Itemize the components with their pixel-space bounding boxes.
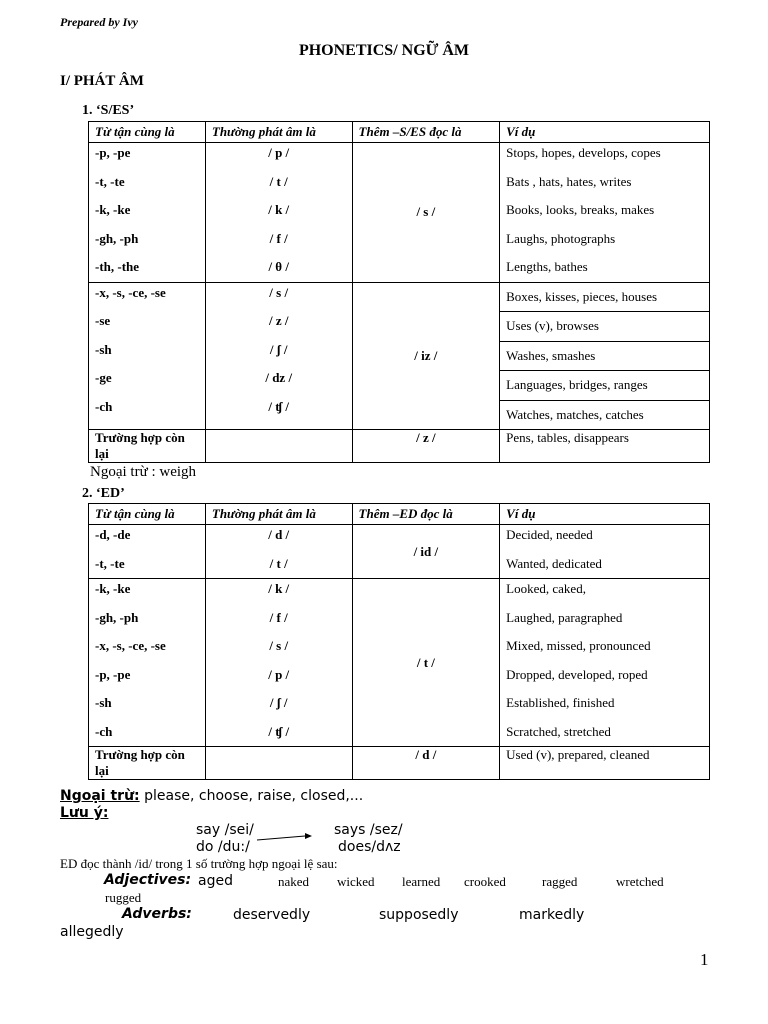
ed-exception <box>60 788 363 804</box>
say-text: say /sei/ <box>196 822 254 838</box>
ed-table <box>88 503 710 780</box>
ending: -sh <box>95 695 112 710</box>
example: Lengths, bathes <box>506 259 588 274</box>
adjective-word: naked <box>278 874 310 889</box>
adjective-word: learned <box>402 874 441 889</box>
example: Laughed, paragraphed <box>506 609 623 625</box>
empty-cell <box>205 747 352 780</box>
part1-heading: 1. ‘S/ES’ <box>82 103 135 118</box>
reading-cell: / d / <box>352 747 500 780</box>
sound: / t / <box>269 555 288 571</box>
example: Established, finished <box>506 695 615 710</box>
col-header: Từ tận cùng là <box>89 504 206 525</box>
reading-cell: / s / <box>352 143 500 283</box>
example: Stops, hopes, develops, copes <box>506 145 661 160</box>
ending: -t, -te <box>95 173 125 189</box>
adjective-word: wicked <box>337 874 375 889</box>
example: Boxes, kisses, pieces, houses <box>500 283 709 313</box>
col-header: Ví dụ <box>500 122 710 143</box>
examples-cell <box>500 579 710 747</box>
sounds-cell <box>205 282 352 430</box>
col-header: Thêm –ED đọc là <box>352 504 500 525</box>
s-es-table <box>88 121 710 463</box>
adverb-word: markedly <box>519 907 585 923</box>
example: Laughs, photographs <box>506 230 616 246</box>
examples-cell <box>500 143 710 283</box>
section-heading: I/ PHÁT ÂM <box>60 73 144 89</box>
prepared-by: Prepared by Ivy <box>60 15 138 29</box>
remaining-label: Trường hợp còn lại <box>89 747 206 780</box>
ending: -ch <box>95 398 113 414</box>
ending: -k, -ke <box>95 202 131 217</box>
does-text: does/dʌz <box>338 839 401 855</box>
example: Washes, smashes <box>500 342 709 372</box>
ending: -ge <box>95 370 112 385</box>
col-header: Ví dụ <box>500 504 710 525</box>
example: Decided, needed <box>506 527 593 542</box>
s-es-exception: Ngoại trừ : weigh <box>90 464 197 480</box>
sound: / s / <box>269 638 289 653</box>
example: Dropped, developed, roped <box>506 666 648 682</box>
example: Languages, bridges, ranges <box>500 371 709 401</box>
adjective-word: crooked <box>464 874 506 889</box>
ending: -se <box>95 313 111 328</box>
table-row <box>89 579 710 747</box>
sound: / k / <box>268 581 290 596</box>
reading-cell: / t / <box>352 579 500 747</box>
sound: / ʃ / <box>269 341 288 357</box>
sound: / θ / <box>268 259 289 274</box>
adverb-word: deservedly <box>233 907 311 923</box>
empty-cell <box>205 430 352 463</box>
example: Looked, caked, <box>506 581 586 596</box>
sound: / t / <box>269 173 288 189</box>
table-row <box>89 282 710 430</box>
part2-heading: 2. ‘ED’ <box>82 486 125 501</box>
adjectives-label: Adjectives: <box>104 872 192 888</box>
exception-text: please, choose, raise, closed,... <box>144 788 364 804</box>
example: Bats , hats, hates, writes <box>506 173 632 189</box>
adjective-word: wretched <box>616 874 664 889</box>
table-row <box>89 143 710 283</box>
table-row <box>89 525 710 579</box>
note-label: Lưu ý: <box>60 805 109 821</box>
ending: -x, -s, -ce, -se <box>95 284 166 300</box>
endings-cell <box>89 579 206 747</box>
adverb-word: supposedly <box>379 907 459 923</box>
col-header: Thường phát âm là <box>205 122 352 143</box>
sound: / dz / <box>265 370 293 385</box>
ending: -gh, -ph <box>95 609 139 625</box>
sounds-cell <box>205 525 352 579</box>
sound: / ʧ / <box>268 398 290 414</box>
ending: -d, -de <box>95 527 131 542</box>
page-title: PHONETICS/ NGỮ ÂM <box>298 42 470 59</box>
endings-cell <box>89 525 206 579</box>
sound: / d / <box>268 527 290 542</box>
ending: -k, -ke <box>95 581 131 596</box>
sound: / ʃ / <box>269 695 288 710</box>
adjective-word: ragged <box>542 874 578 889</box>
reading-cell: / iz / <box>352 282 500 430</box>
exception-label: Ngoại trừ: <box>60 788 140 804</box>
ending: -ch <box>95 723 113 739</box>
sound: / f / <box>269 609 288 625</box>
example: Used (v), prepared, cleaned <box>500 747 710 780</box>
examples-cell <box>500 282 710 430</box>
ending: -p, -pe <box>95 666 131 682</box>
sound: / p / <box>268 145 290 160</box>
ending: -sh <box>95 341 112 357</box>
adjective-word: aged <box>198 873 233 889</box>
says-text: says /sez/ <box>334 822 403 838</box>
col-header: Thêm –S/ES đọc là <box>352 122 500 143</box>
example: Books, looks, breaks, makes <box>506 202 655 217</box>
page-number: 1 <box>700 950 709 969</box>
example: Watches, matches, catches <box>506 406 644 422</box>
ed-rule: ED đọc thành /id/ trong 1 số trường hợp ngoại lệ sau: <box>60 856 338 871</box>
sound: / z / <box>268 313 289 328</box>
arrow-icon <box>255 830 315 850</box>
sound: / s / <box>269 284 289 300</box>
endings-cell <box>89 143 206 283</box>
sounds-cell <box>205 579 352 747</box>
col-header: Từ tận cùng là <box>89 122 206 143</box>
adjective-word: rugged <box>105 890 142 905</box>
examples-cell <box>500 525 710 579</box>
remaining-label: Trường hợp còn lại <box>89 430 206 463</box>
sound: / ʧ / <box>268 723 290 739</box>
table-row <box>89 747 710 780</box>
example: Scratched, stretched <box>506 723 611 739</box>
reading-cell: / z / <box>352 430 500 463</box>
sound: / p / <box>268 666 290 682</box>
example: Wanted, dedicated <box>506 555 602 571</box>
sound: / k / <box>268 202 290 217</box>
adverb-word: allegedly <box>60 924 124 940</box>
endings-cell <box>89 282 206 430</box>
do-text: do /du:/ <box>196 839 250 855</box>
sounds-cell <box>205 143 352 283</box>
reading-cell: / id / <box>352 525 500 579</box>
ending: -t, -te <box>95 555 125 571</box>
table-row <box>89 430 710 463</box>
example: Mixed, missed, pronounced <box>506 638 651 653</box>
sound: / f / <box>269 230 288 246</box>
adverbs-label: Adverbs: <box>122 906 192 922</box>
ending: -gh, -ph <box>95 230 139 246</box>
ending: -p, -pe <box>95 145 131 160</box>
example: Uses (v), browses <box>500 312 709 342</box>
ending: -th, -the <box>95 259 140 274</box>
ending: -x, -s, -ce, -se <box>95 638 166 653</box>
col-header: Thường phát âm là <box>205 504 352 525</box>
example: Pens, tables, disappears <box>500 430 710 463</box>
